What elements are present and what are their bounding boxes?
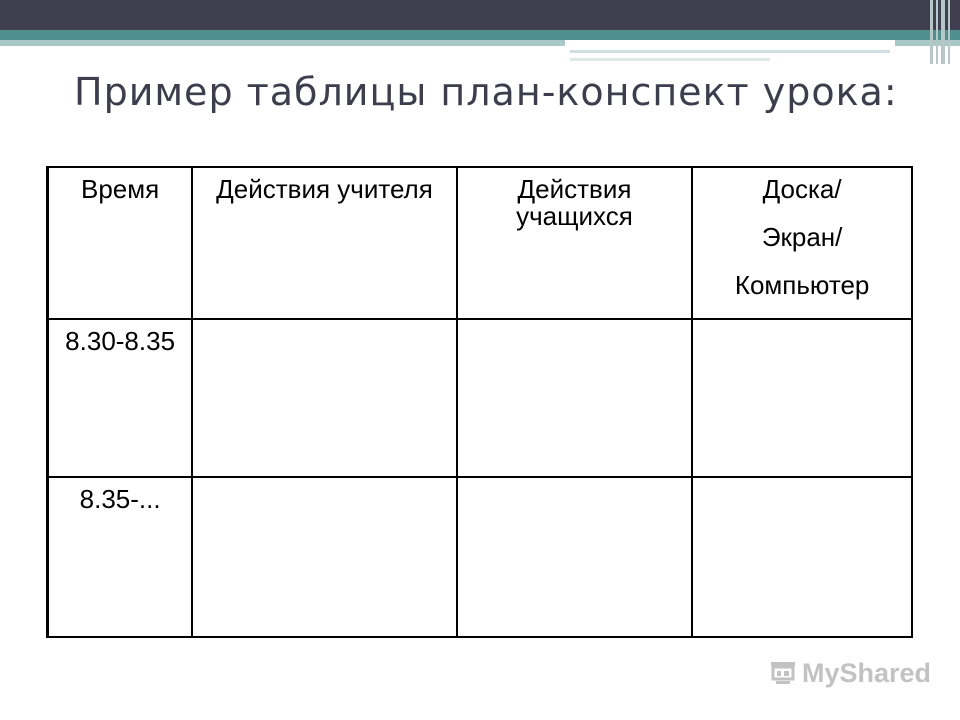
- top-band-dark: [0, 0, 960, 30]
- myshared-logo-icon: [768, 660, 798, 688]
- top-band-notch: [565, 40, 895, 56]
- cell-board: [692, 319, 912, 477]
- cell-students: [457, 477, 692, 637]
- table-row: [48, 319, 913, 477]
- top-band-notch-line: [570, 50, 890, 53]
- header-teacher-label: Действия учителя: [216, 174, 433, 204]
- header-time-label: Время: [81, 174, 160, 204]
- header-board-line-2: Экран/: [761, 222, 843, 252]
- slide-title: Пример таблицы план-конспект урока:: [74, 70, 898, 114]
- header-cell-time: [48, 167, 193, 319]
- cell-time-value: 8.35-...: [79, 484, 161, 514]
- cell-time-value: 8.30-8.35: [65, 326, 176, 356]
- header-students-label: Действия учащихся: [516, 174, 633, 232]
- header-cell-teacher: [192, 167, 456, 319]
- cell-time: [48, 477, 193, 637]
- header-board-line-3: Компьютер: [734, 270, 870, 300]
- header-board-line-1: Доска/: [762, 174, 842, 204]
- top-band-teal: [0, 30, 960, 40]
- cell-board: [692, 477, 912, 637]
- cell-time: [48, 319, 193, 477]
- corner-vertical-bars: [930, 0, 952, 64]
- top-band-notch-line-2: [570, 58, 770, 61]
- header-cell-students: [457, 167, 692, 319]
- cell-teacher: [192, 319, 456, 477]
- table-header-row: [48, 167, 913, 319]
- table-row: [48, 477, 913, 637]
- watermark-text: MyShared: [802, 658, 932, 688]
- header-cell-board: [692, 167, 912, 319]
- cell-teacher: [192, 477, 456, 637]
- watermark: [768, 658, 931, 689]
- cell-students: [457, 319, 692, 477]
- lesson-plan-table: [46, 166, 913, 638]
